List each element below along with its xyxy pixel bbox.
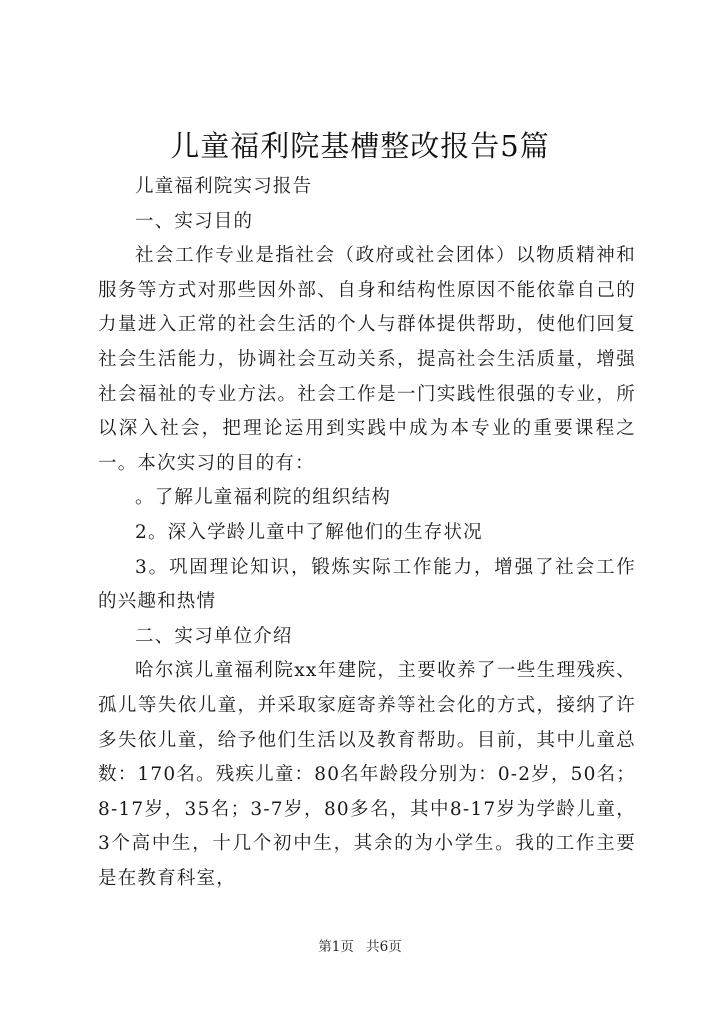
report-subtitle: 儿童福利院实习报告 bbox=[135, 176, 313, 197]
page-total: 共6页 bbox=[366, 939, 402, 955]
document-title: 儿童福利院基槽整改报告5篇 bbox=[170, 129, 550, 163]
page-footer bbox=[0, 935, 720, 955]
section-heading-unit: 二、实习单位介绍 bbox=[135, 625, 293, 647]
section-heading-purpose: 一、实习目的 bbox=[135, 210, 254, 232]
paragraph-unit-body: 哈尔滨儿童福利院xx年建院，主要收养了一些生理残疾、孤儿等失依儿童，并采取家庭寄养等社会化的方式，接纳了许多失依儿童，给予他们生活以及教育帮助。目前，其中儿童总数：170名。残疾儿童：80名年龄段分别为：0-2岁，50名；8-17岁，35名；3-7岁，80多名，其中8-17岁为学龄儿童，3个高中生，十几个初中生，其余的为小学生。我的工作主要是在教育科室， bbox=[98, 660, 636, 889]
list-item-2: 2。深入学龄儿童中了解他们的生存状况 bbox=[135, 521, 483, 543]
document-body bbox=[98, 170, 636, 896]
list-item-3: 3。巩固理论知识，锻炼实际工作能力，增强了社会工作的兴趣和热情 bbox=[98, 556, 636, 613]
paragraph-purpose-body: 社会工作专业是指社会（政府或社会团体）以物质精神和服务等方式对那些因外部、自身和结构性原因不能依靠自己的力量进入正常的社会生活的个人与群体提供帮助，使他们回复社会生活能力，协调社会互动关系，提高社会生活质量，增强社会福祉的专业方法。社会工作是一门实践性很强的专业，所以深入社会，把理论运用到实践中成为本专业的重要课程之一。本次实习的目的有： bbox=[98, 245, 636, 474]
page-number: 第1页 bbox=[318, 939, 354, 955]
list-item-1: 。了解儿童福利院的组织结构 bbox=[135, 487, 392, 509]
